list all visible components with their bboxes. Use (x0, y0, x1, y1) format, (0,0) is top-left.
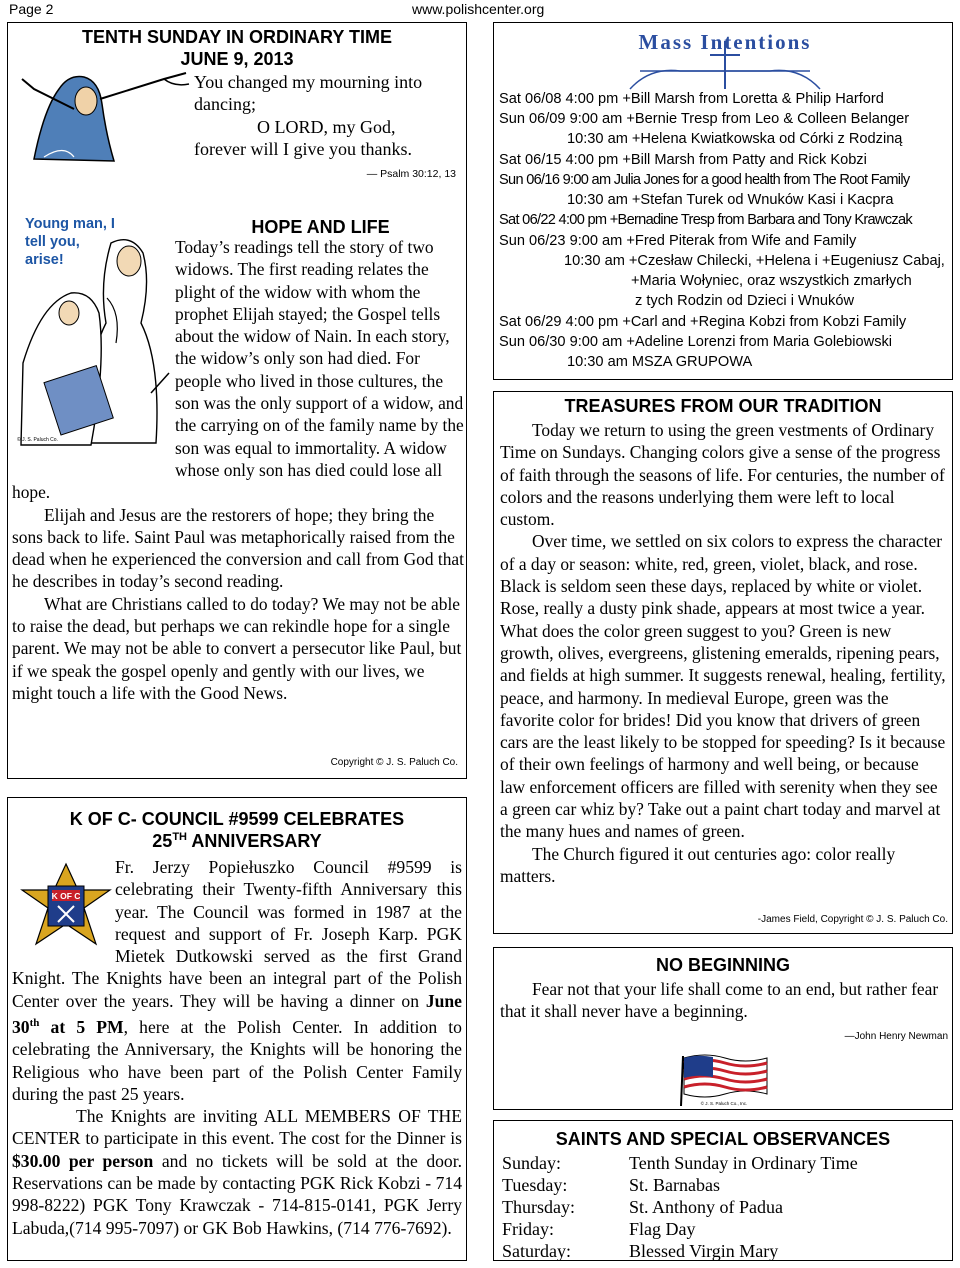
article-title: TENTH SUNDAY IN ORDINARY TIME (81, 27, 393, 47)
mass-line-1: Sat 06/08 4:00 pm +Bill Marsh from Loretta & Philip Harford (499, 91, 884, 107)
treasures-body (500, 419, 946, 887)
mass-line-12: Sat 06/29 4:00 pm +Carl and +Regina Kobzi from Kobzi Family (499, 314, 907, 330)
saint-row (502, 1174, 720, 1196)
mass-intentions-box (493, 22, 953, 380)
mass-line-3: 10:30 am +Helena Kwiatkowska od Córki z Rodziną (567, 131, 903, 147)
mass-line-14: 10:30 am MSZA GRUPOWA (567, 354, 753, 370)
svg-text:© J. S. Paluch Co.: © J. S. Paluch Co. (17, 437, 58, 443)
treasures-paragraph-2: Over time, we settled on six colors to express the character of a day or season: white, red, green, violet, black, and rose. Black is seldom seen these days, replaced by white or violet. Rose, really a dusty pink shade, appears at most twice a year. What does the color green suggest to you? Green is new growth, olives, evergreens, glistening emeralds, ripening pears, and fields at high summer. It suggests renewal, healing, fertility, peace, and harmony. In medieval Europe, green was the favorite color for brides! Did you know that drivers of green cars are the least likely to be stopped for speeding? Is it because of their own feelings of harmony and well being, or because law enforcement officers are filled with serenity when they see a green car whiz by? Take out a paint chart today and marvel at the many hues and names of green. (500, 531, 946, 842)
saints-box (493, 1120, 953, 1261)
no-beginning-title: NO BEGINNING (655, 955, 790, 975)
mass-line-13: Sun 06/30 9:00 am +Adeline Lorenzi from Maria Golebiowski (499, 334, 893, 350)
kofc-p1-end: , here at the Polish Center. In addition to celebrating the Anniversary, the Knights will be honoring the Religious who have been part of the Polish Center Family during the past 25 years. (12, 1016, 462, 1104)
kofc-body (12, 856, 462, 1239)
kofc-title-sup: TH (172, 831, 187, 843)
kofc-date-sup: th (29, 1017, 40, 1030)
tenth-sunday-article (7, 22, 467, 779)
paragraph-2: Elijah and Jesus are the restorers of hope; they bring the sons back to life. Saint Paul was metaphorically raised from the dead when he experienced the conversion and call from God that he describes in today’s second reading. (12, 504, 464, 592)
kofc-time: at 5 PM (39, 1016, 124, 1037)
treasures-credit: -James Field, Copyright © J. S. Paluch Co. (757, 914, 948, 925)
kofc-title-line-2 (8, 831, 466, 852)
woman-praying-image (14, 49, 194, 169)
saint-day: Saturday: (502, 1241, 571, 1261)
mass-intentions-banner (580, 27, 870, 97)
saint-name: Tenth Sunday in Ordinary Time (629, 1153, 858, 1173)
hope-and-life-title: HOPE AND LIFE (251, 217, 390, 237)
flag-credit: © J. S. Paluch Co., Inc. (700, 1101, 748, 1106)
mass-line-6: 10:30 am +Stefan Turek od Wnuków Kasi i Kacpra (567, 192, 894, 208)
mass-line-2: Sun 06/09 9:00 am +Bernie Tresp from Leo & Colleen Belanger (499, 111, 910, 127)
page-number: Page 2 (9, 1, 54, 17)
kofc-date: June 30 (12, 990, 462, 1037)
saint-row (502, 1152, 858, 1174)
saint-day: Thursday: (502, 1197, 575, 1217)
american-flag-image (675, 1052, 773, 1108)
article-body (12, 236, 464, 704)
website-link[interactable]: www.polishcenter.org (412, 1, 545, 17)
psalm-citation: — Psalm 30:12, 13 (366, 168, 456, 180)
mass-line-11: z tych Rodzin od Dzieci i Wnuków (635, 293, 854, 309)
image-caption: Young man, I tell you, arise! (25, 216, 115, 268)
treasures-paragraph-1: Today we return to using the green vestments of Ordinary Time on Sundays. Changing colors give a sense of the progress of faith through the seasons of life. For centuries, the number of colors and the reasons underlying them were left to local custom. (500, 420, 945, 530)
article-date: JUNE 9, 2013 (180, 49, 294, 69)
mass-line-4: Sat 06/15 4:00 pm +Bill Marsh from Patty and Rick Kobzi (499, 152, 867, 168)
mass-line-10: +Maria Wołyniec, oraz wszystkich zmarłych (631, 273, 912, 289)
kofc-title-ordinal: 25 (152, 831, 173, 851)
mass-line-5: Sun 06/16 9:00 am Julia Jones for a good health from The Root Family (499, 172, 910, 188)
saint-name: St. Anthony of Padua (629, 1197, 784, 1217)
kofc-price: $30.00 per person (12, 1150, 154, 1171)
treasures-paragraph-3: The Church figured it out centuries ago: color really matters. (500, 843, 896, 886)
kofc-paragraph-2 (12, 1105, 462, 1239)
psalm-line-1: You changed my mourning into (194, 72, 423, 92)
no-beginning-box (493, 947, 953, 1110)
kofc-p2-text: The Knights are inviting ALL MEMBERS OF THE CENTER to participate in this event. The cost for the Dinner is (12, 1106, 462, 1149)
treasures-title: TREASURES FROM OUR TRADITION (564, 396, 882, 416)
saint-day: Sunday: (502, 1153, 562, 1173)
kofc-anniversary-article (7, 797, 467, 1261)
logo-float-spacer (12, 856, 115, 952)
saint-name: Blessed Virgin Mary (629, 1241, 779, 1261)
kofc-title-line-1: K OF C- COUNCIL #9599 CELEBRATES (69, 809, 405, 829)
no-beginning-credit: —John Henry Newman (844, 1031, 948, 1042)
mass-line-7: Sat 06/22 4:00 pm +Bernadine Tresp from Barbara and Tony Krawczak (499, 212, 912, 228)
paragraph-1-text: Today’s readings tell the story of two widows. The first reading relates the plight of the widow with whom the prophet Elijah stayed; the Gospel tells about the widow of Nain. In each story, the widow’s only son had died. For people who lived in those cultures, the son was the only support of a widow, and the carrying on of the family name by the son was equal to immortality. A widow whose only son has died could lose all hope. (12, 237, 464, 503)
saints-title: SAINTS AND SPECIAL OBSERVANCES (555, 1129, 891, 1149)
kofc-title-rest: ANNIVERSARY (187, 831, 322, 851)
mass-line-9: 10:30 am +Czesław Chilecki, +Helena i +Eugeniusz Cabaj, (564, 253, 945, 269)
mass-intentions-title: Mass Intentions (638, 30, 812, 54)
saint-day: Friday: (502, 1219, 554, 1239)
no-beginning-quote: Fear not that your life shall come to an end, but rather fear that it shall never have a beginning. (500, 979, 939, 1022)
psalm-line-2: dancing; (194, 94, 256, 114)
psalm-line-4: forever will I give you thanks. (194, 139, 412, 159)
saint-name: Flag Day (629, 1219, 696, 1239)
saint-day: Tuesday: (502, 1175, 568, 1195)
saint-row (502, 1240, 778, 1262)
treasures-box (493, 391, 953, 934)
image-float-spacer (12, 236, 175, 462)
kofc-p1-text: Fr. Jerzy Popiełuszko Council #9599 is celebrating their Twenty-fifth Anniversary this year. The Council was formed in 1987 at the request and support of Fr. Joseph Karp. PGK Mietek Dutkowski served as the first Grand Knight. The Knights have been an integral part of the Polish Center over the years. They will be having a dinner on (12, 857, 462, 1011)
kofc-logo-text: K OF C (51, 891, 81, 901)
psalm-line-3: O LORD, my God, (257, 117, 396, 137)
saint-row (502, 1196, 783, 1218)
kofc-p2-end: and no tickets will be sold at the door. Reservations can be made by contacting PGK Rick Kobzi - 714 998-8222) PGK Tony Krawczak - 714-815-0141, PGK Jerry Labuda,(714 995-7097) or GK Bob Hawkins, (714 776-7692). (12, 1150, 462, 1238)
saint-row (502, 1218, 696, 1240)
article-copyright: Copyright © J. S. Paluch Co. (330, 757, 458, 768)
mass-line-8: Sun 06/23 9:00 am +Fred Piterak from Wife and Family (499, 233, 857, 249)
paragraph-3: What are Christians called to do today? We may not be able to raise the dead, but perhaps we can rekindle hope for a single parent. We may not be able to convert a persecutor like Paul, but if we speak the gospel openly and gently with our lives, we might touch a life with the Good News. (12, 593, 462, 703)
saint-name: St. Barnabas (629, 1175, 720, 1195)
